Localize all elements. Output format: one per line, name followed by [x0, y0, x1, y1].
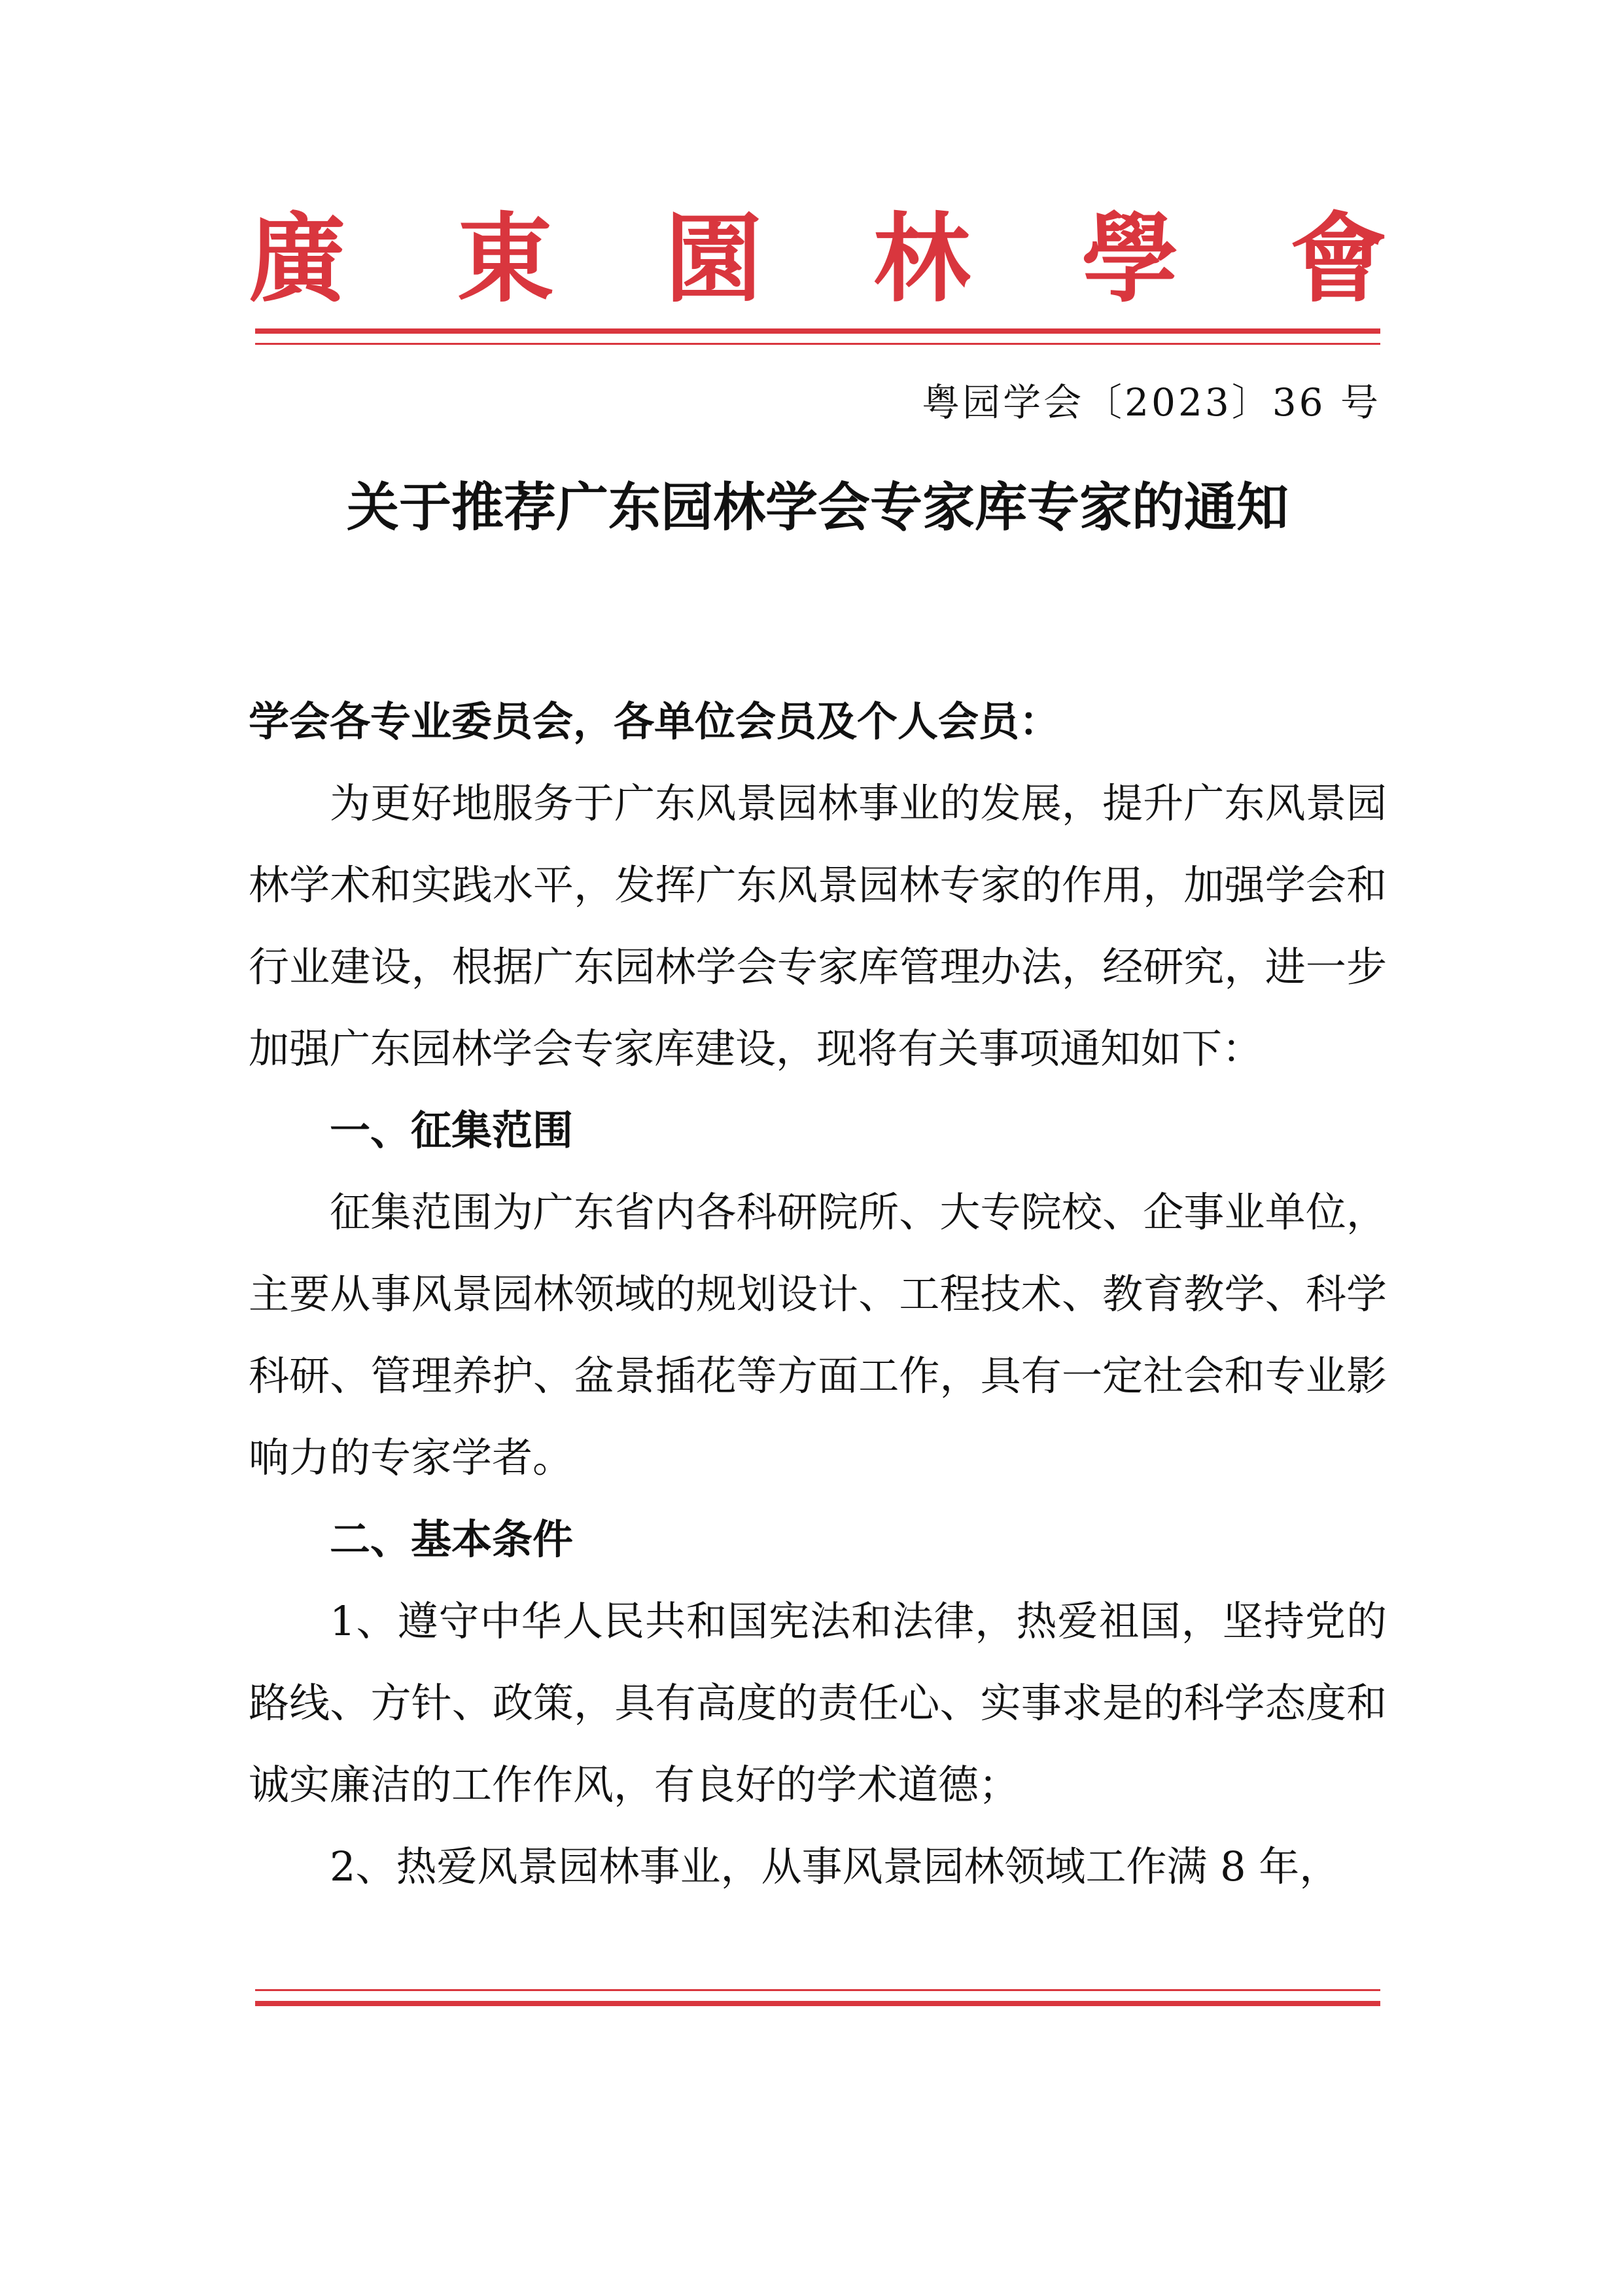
letterhead-char: 林 [873, 202, 971, 315]
scope-paragraph: 征集范围为广东省内各科研院所、大专院校、企事业单位，主要从事风景园林领域的规划设计、工程技术、教育教学、科学科研、管理养护、盆景插花等方面工作，具有一定社会和专业影响力的专家学者。 [249, 1188, 1387, 1481]
letterhead-char: 東 [457, 202, 554, 315]
condition-item-2: 2、热爱风景园林事业，从事风景园林领域工作满 8 年， [330, 1843, 1340, 1890]
letterhead-rule-thick [255, 328, 1380, 334]
letterhead-rule-thin [255, 343, 1380, 345]
document-body [249, 762, 1387, 1907]
footer-rule-thick [255, 2001, 1380, 2006]
footer-rule-thin [255, 1989, 1380, 1991]
document-number: 粤园学会〔2023〕36 号 [922, 380, 1381, 425]
condition-item-1: 1、遵守中华人民共和国宪法和法律，热爱祖国，坚持党的路线、方针、政策，具有高度的责任心、实事求是的科学态度和诚实廉洁的工作作风，有良好的学术道德； [249, 1597, 1387, 1809]
section-heading-conditions: 二、基本条件 [330, 1515, 574, 1563]
letterhead-char: 廣 [249, 202, 345, 315]
letterhead [249, 196, 1387, 321]
document-title: 关于推荐广东园林学会专家库专家的通知 [347, 476, 1289, 538]
letterhead-char: 園 [665, 202, 762, 315]
letterhead-char: 會 [1289, 202, 1387, 315]
section-heading-scope: 一、征集范围 [330, 1106, 574, 1154]
salutation: 学会各专业委员会，各单位会员及个人会员： [249, 698, 1060, 745]
intro-paragraph: 为更好地服务于广东风景园林事业的发展，提升广东风景园林学术和实践水平，发挥广东风景园林专家的作用，加强学会和行业建设，根据广东园林学会专家库管理办法，经研究，进一步加强广东园林学会专家库建设，现将有关事项通知如下： [249, 779, 1387, 1072]
letterhead-char: 學 [1081, 202, 1179, 315]
